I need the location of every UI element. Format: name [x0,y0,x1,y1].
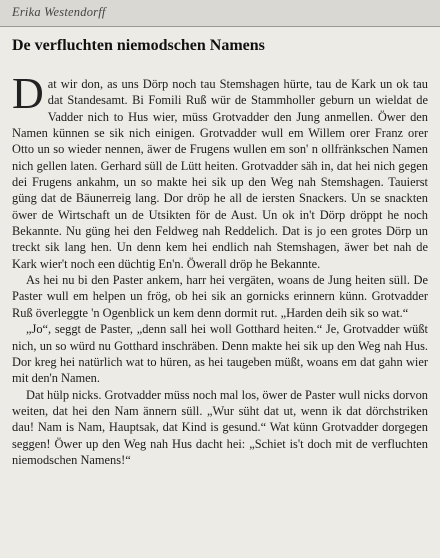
story-body [12,69,428,468]
paragraph-3: „Jo“, seggt de Paster, „denn sall hei woll Gotthard heiten.“ Je, Grotvadder wüßt nich, un so würd nu Gotthard inschräben. Denn makte hei sik up den Weg nah Hus. Dor kreg hei natürlich wat to hüren, as hei taugeben müßt, woans em dat gahn wier mit den'n Namen. [12,322,428,386]
paragraph-1 [12,69,428,272]
paragraph-1-text: at wir don, as uns Dörp noch tau Stemshagen hürte, tau de Kark un ok tau dat Standesamt. Bi Fomili Ruß wür de Stammholler geburn un wieldat de Vadder nich to Hus wier, müss Grotvadder den Jung anmellen. Öwer den Namen künnen se sik nich einigen. Grotvadder wull em Willem orer Franz orer Otto un so wieder nennen, äwer de Frugens wullen em son' n ollfränkschen Namen nich gellen laten. Gerhard süll de Lütt heiten. Grotvadder säh in, dat hei nich gegen dei Frugens ankahm, un so makte hei sik up den Weg nah Stemshagen. Tauierst güng dat de Bäunerreig lang. Dor dröp he all de iersten Snackers. Un se snackten öwer de Wirtschaft un de Utsikten för de Aust. Un ok in't Dörp dröppt he noch Bekannte. Nu güng hei den Feldweg nah Reddelich. Dat is jo een grotes Dörp un treckt sik lang hen. Un denn kem hei endlich nah Stemshagen, äwer bet nah de Kark wier't noch een düchtig En'n. Öwerall dröp he Bekannte. [12,77,428,271]
paragraph-4: Dat hülp nicks. Grotvadder müss noch mal los, öwer de Paster wull nicks dorvon weiten, dat hei den Nam ännern süll. „Wur süht dat ut, wenn ik dat dörchstriken dau! Nam is Nam, Hauptsak, dat Kind is gesund.“ Wat künn Grotvadder dorgegen seggen! Öwer up den Weg nah Hus dacht hei: „Schiet is't doch mit de verfluchten niemodschen Namens!“ [12,387,428,467]
running-header [0,0,440,27]
paragraph-2: As hei nu bi den Paster ankem, harr hei vergäten, woans de Jung heiten süll. De Paster wull em helpen un frög, ob hei sik an gornicks erinnern künn. Grotvadder Ruß överleggte 'n Ogenblick un kem denn dormit rut. „Harden deih sik so wat.“ [12,273,428,320]
author-name: Erika Westendorff [12,5,106,19]
story-title: De verfluchten niemodschen Namens [12,37,265,54]
drop-cap: D [12,69,44,118]
